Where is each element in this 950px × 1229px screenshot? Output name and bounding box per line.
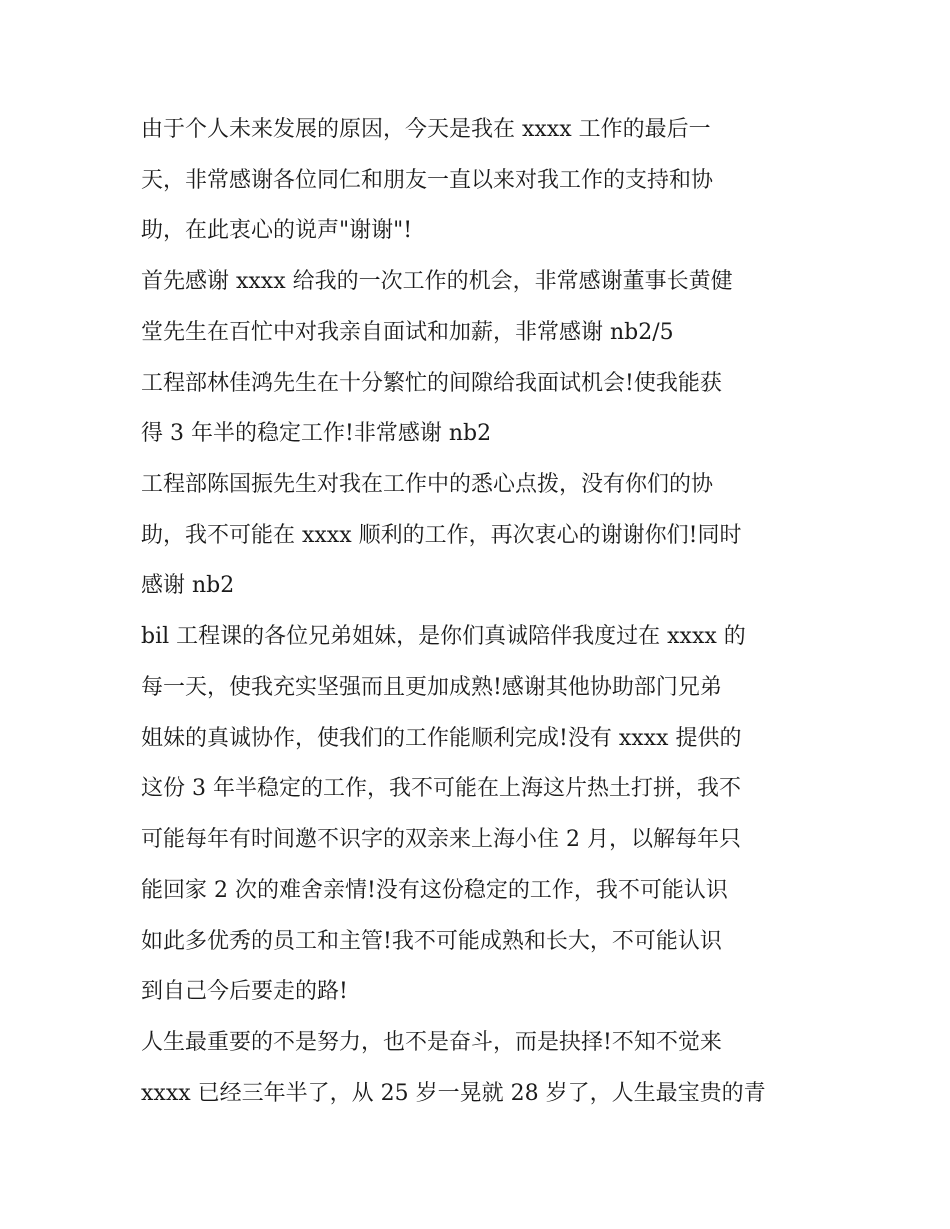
text-line: 得 3 年半的稳定工作!非常感谢 nb2	[141, 421, 492, 446]
text-line: 工程部林佳鸿先生在十分繁忙的间隙给我面试机会!使我能获	[141, 371, 722, 396]
text-line: xxxx 已经三年半了，从 25 岁一晃就 28 岁了，人生最宝贵的青	[141, 1081, 766, 1106]
text-line: 首先感谢 xxxx 给我的一次工作的机会，非常感谢董事长黄健	[141, 269, 733, 294]
text-line: 助，我不可能在 xxxx 顺利的工作，再次衷心的谢谢你们!同时	[141, 523, 742, 548]
text-line: bil 工程课的各位兄弟姐妹，是你们真诚陪伴我度过在 xxxx 的	[141, 624, 746, 649]
text-line: 到自己今后要走的路!	[141, 979, 348, 1004]
text-line: 可能每年有时间邀不识字的双亲来上海小住 2 月，以解每年只	[141, 827, 741, 852]
text-line: 堂先生在百忙中对我亲自面试和加薪，非常感谢 nb2/5	[141, 320, 674, 345]
text-line: 感谢 nb2	[141, 573, 235, 598]
text-line: 工程部陈国振先生对我在工作中的悉心点拨，没有你们的协	[141, 472, 714, 497]
text-line: 助，在此衷心的说声"谢谢"!	[141, 218, 413, 243]
text-line: 每一天，使我充实坚强而且更加成熟!感谢其他协助部门兄弟	[141, 675, 722, 700]
text-line: 能回家 2 次的难舍亲情!没有这份稳定的工作，我不可能认识	[141, 878, 728, 903]
text-line: 由于个人未来发展的原因，今天是我在 xxxx 工作的最后一	[141, 117, 711, 142]
text-line: 这份 3 年半稳定的工作，我不可能在上海这片热土打拼，我不	[141, 776, 741, 801]
text-line: 如此多优秀的员工和主管!我不可能成熟和长大，不可能认识	[141, 929, 722, 954]
text-line: 人生最重要的不是努力，也不是奋斗，而是抉择!不知不觉来	[141, 1030, 722, 1055]
text-line: 姐妹的真诚协作，使我们的工作能顺利完成!没有 xxxx 提供的	[141, 726, 742, 751]
text-line: 天，非常感谢各位同仁和朋友一直以来对我工作的支持和协	[141, 168, 714, 193]
